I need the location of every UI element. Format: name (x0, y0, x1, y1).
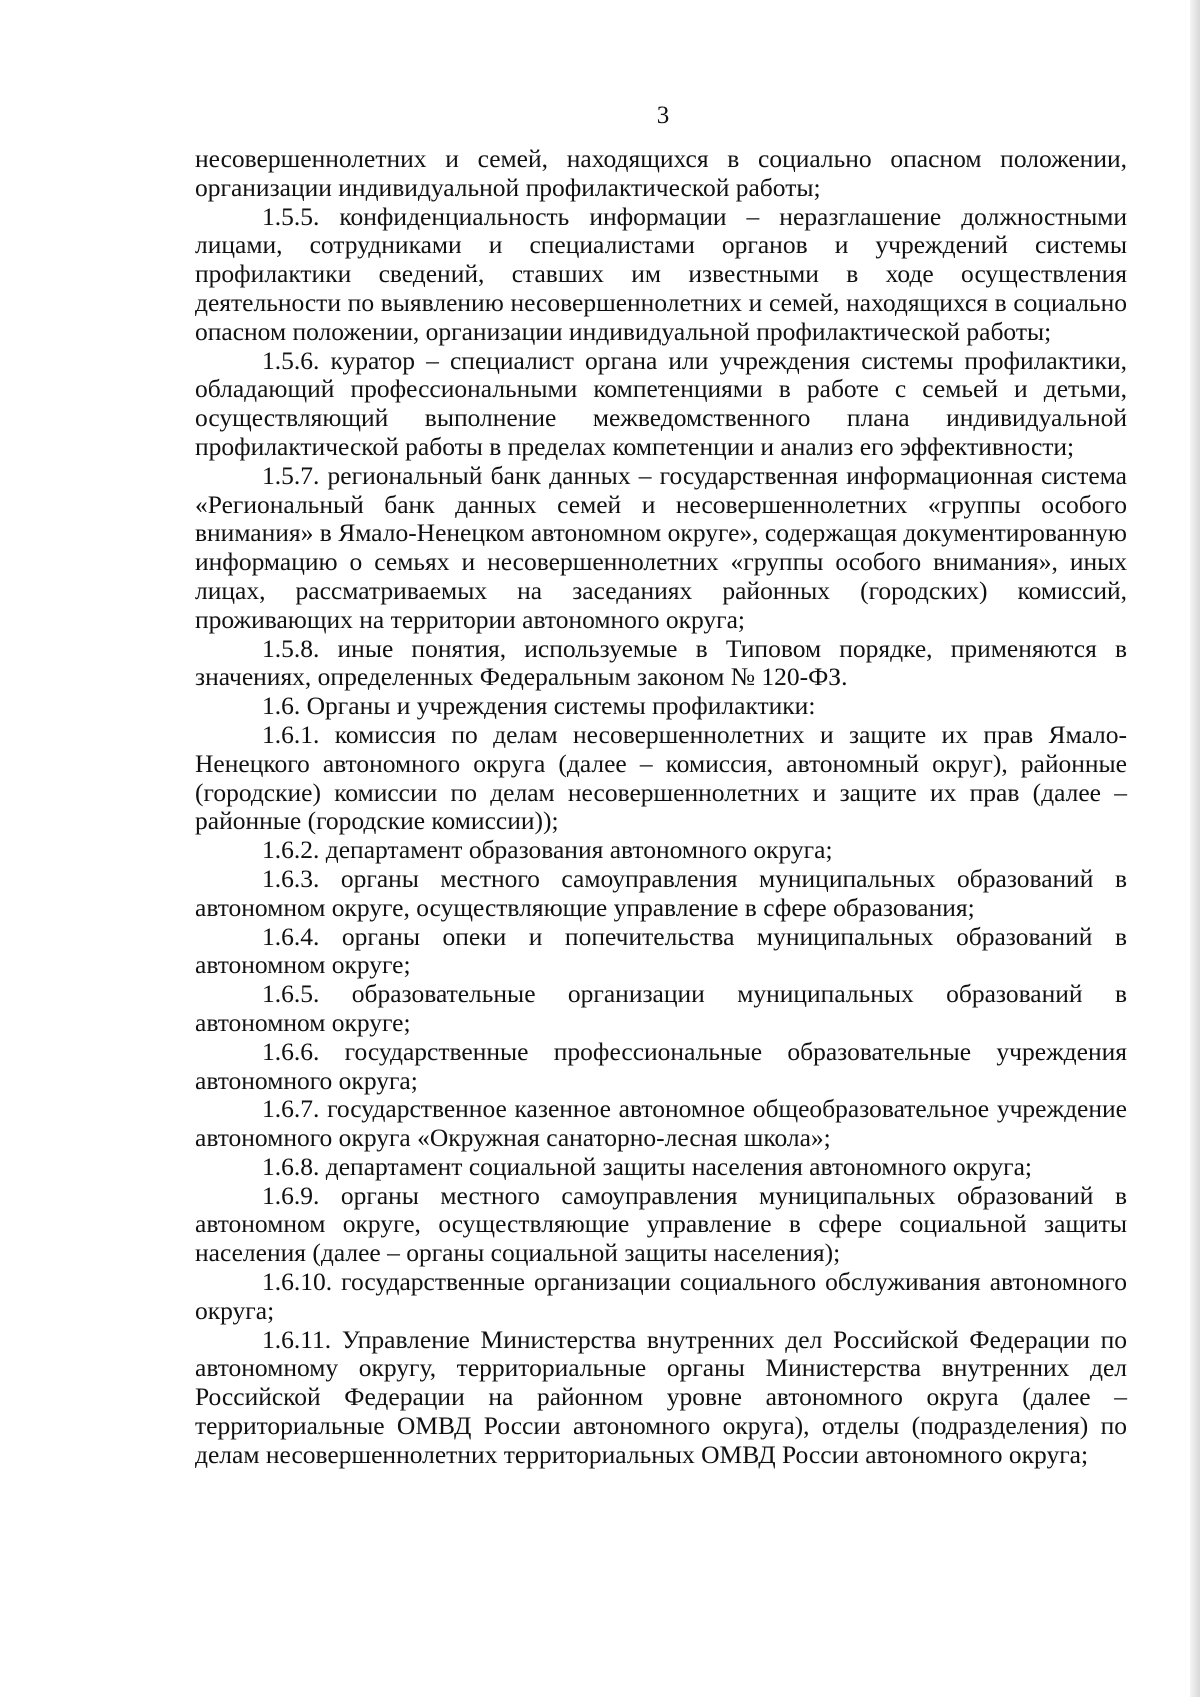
paragraph-1-6-7: 1.6.7. государственное казенное автономное общеобразовательное учреждение автономного округа «Окружная санаторно-лесная школа»; (195, 1094, 1127, 1153)
page-number: 3 (656, 102, 670, 129)
paragraph-1-5-6: 1.5.6. куратор – специалист органа или учреждения системы профилактики, обладающий профессиональными компетенциями в работе с семьей и детьми, осуществляющий выполнение межведомственного плана индивидуальной профилактической работы в пределах компетенции и анализ его эффективности; (195, 345, 1127, 461)
paragraph-continuation: несовершеннолетних и семей, находящихся в социально опасном положении, организации индивидуальной профилактической работы; (195, 144, 1127, 202)
paragraph-1-6-5: 1.6.5. образовательные организации муниципальных образований в автономном округе; (195, 979, 1127, 1037)
paragraph-1-5-8: 1.5.8. иные понятия, используемые в Типовом порядке, применяются в значениях, определенных Федеральным законом № 120-ФЗ. (195, 633, 1127, 692)
paragraph-1-5-7: 1.5.7. региональный банк данных – государственная информационная система «Региональный банк данных семей и несовершеннолетних «группы особого внимания» в Ямало-Ненецком автономном округе», содержащая документированную информацию о семьях и несовершеннолетних «группы особого внимания», иных лицах, рассматриваемых на заседаниях районных (городских) комиссий, проживающих на территории автономного округа; (195, 460, 1127, 634)
document-body (195, 145, 1127, 1470)
paragraph-1-6-3: 1.6.3. органы местного самоуправления муниципальных образований в автономном округе, осуществляющие управление в сфере образования; (195, 863, 1127, 922)
paragraph-1-6-4: 1.6.4. органы опеки и попечительства муниципальных образований в автономном округе; (195, 921, 1127, 980)
paragraph-1-6-8: 1.6.8. департамент социальной защиты населения автономного округа; (262, 1151, 1033, 1181)
paragraph-1-5-5: 1.5.5. конфиденциальность информации – неразглашение должностными лицами, сотрудниками и специалистами органов и учреждений системы профилактики сведений, ставших им известными в ходе осуществления деятельности по выявлению несовершеннолетних и семей, находящихся в социально опасном положении, организации индивидуальной профилактической работы; (195, 201, 1127, 346)
paragraph-1-6-6: 1.6.6. государственные профессиональные образовательные учреждения автономного округа; (195, 1036, 1127, 1095)
paragraph-1-6-1: 1.6.1. комиссия по делам несовершеннолетних и защите их прав Ямало-Ненецкого автономного округа (далее – комиссия, автономный округ), районные (городские) комиссии по делам несовершеннолетних и защите их прав (далее – районные (городские комиссии)); (195, 719, 1127, 836)
paragraph-1-6: 1.6. Органы и учреждения системы профилактики: (262, 691, 816, 721)
paragraph-1-6-2: 1.6.2. департамент образования автономного округа; (262, 835, 833, 865)
page-edge-shadow (1190, 0, 1200, 1697)
paragraph-1-6-9: 1.6.9. органы местного самоуправления муниципальных образований в автономном округе, осуществляющие управление в сфере социальной защиты населения (далее – органы социальной защиты населения); (195, 1180, 1127, 1268)
paragraph-1-6-11: 1.6.11. Управление Министерства внутренних дел Российской Федерации по автономному округу, территориальные органы Министерства внутренних дел Российской Федерации на районном уровне автономного округа (далее – территориальные ОМВД России автономного округа), отделы (подразделения) по делам несовершеннолетних территориальных ОМВД России автономного округа; (195, 1324, 1127, 1469)
paragraph-1-6-10: 1.6.10. государственные организации социального обслуживания автономного округа; (195, 1267, 1127, 1325)
